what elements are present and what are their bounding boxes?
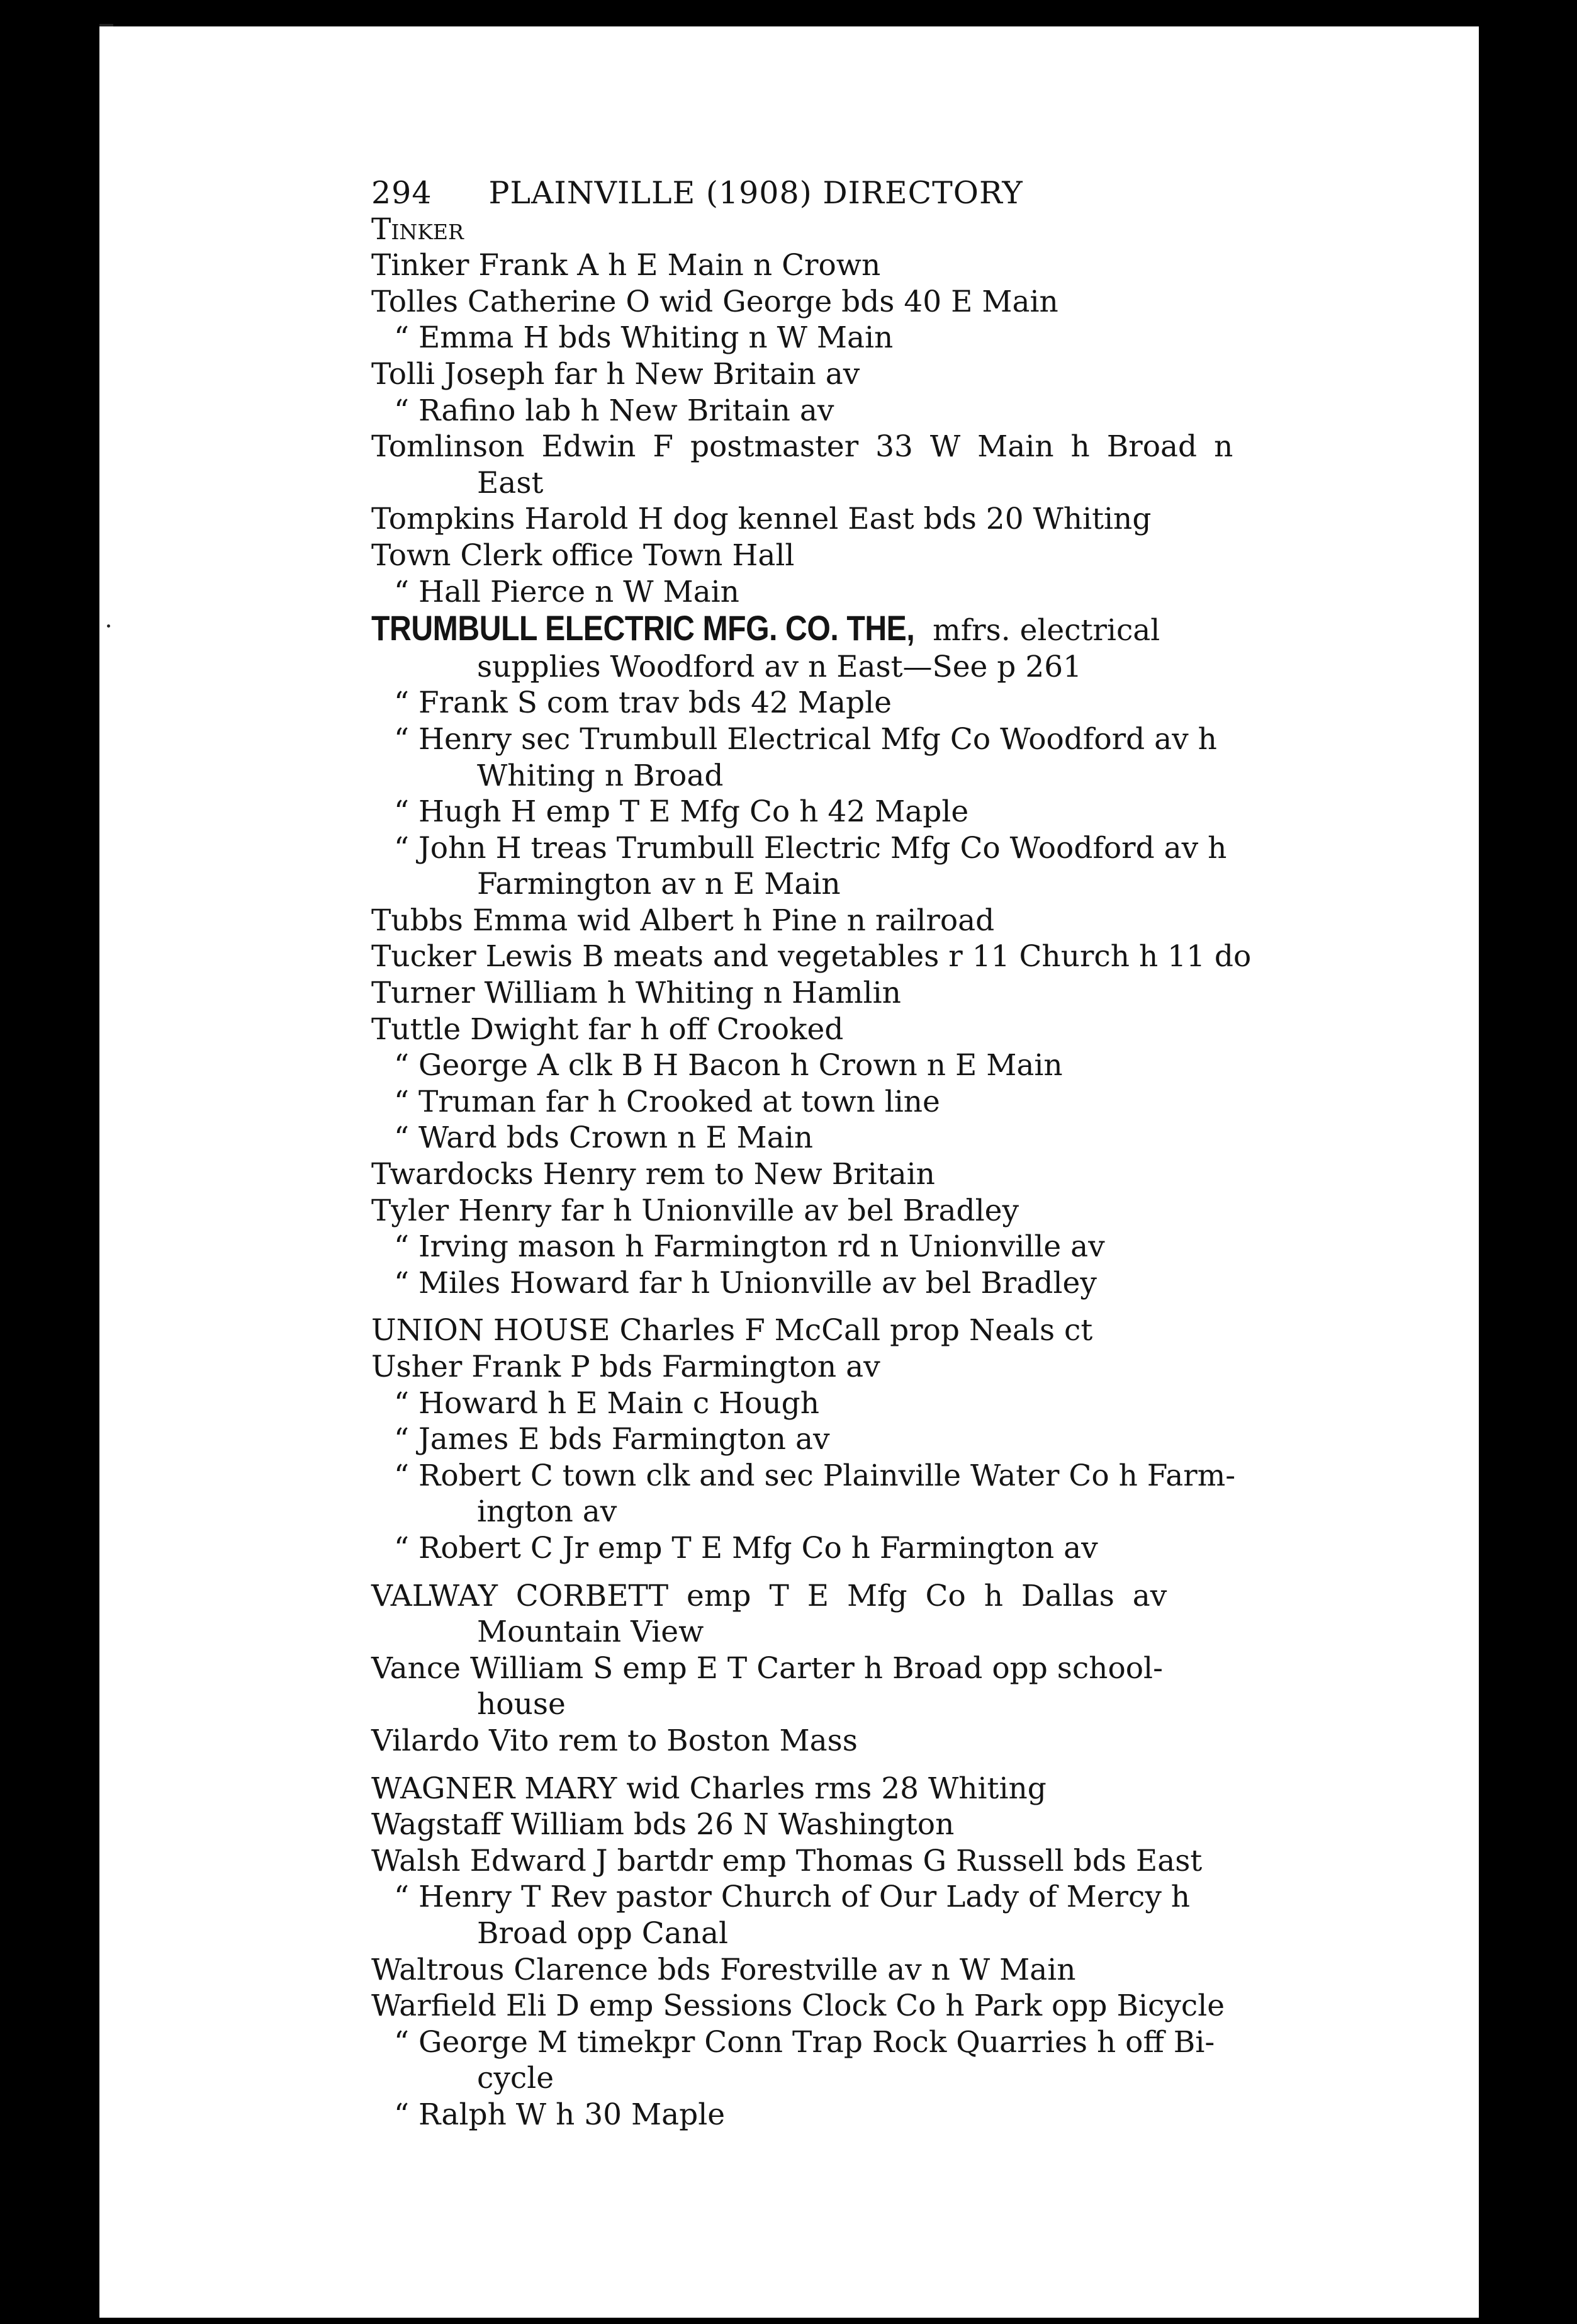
- directory-entry-continued: Broad opp Canal: [477, 1915, 729, 1951]
- advertiser-name: TRUMBULL ELECTRIC MFG. CO. THE,: [371, 608, 915, 648]
- directory-entry: “ Hugh H emp T E Mfg Co h 42 Maple: [394, 794, 969, 830]
- stray-dot: [107, 624, 110, 628]
- directory-entry: Usher Frank P bds Farmington av: [371, 1350, 880, 1384]
- directory-entry: “ Miles Howard far h Unionville av bel Bradley: [394, 1265, 1097, 1300]
- directory-entry: Vance William S emp E T Carter h Broad opp school-: [371, 1650, 1163, 1686]
- directory-entry: “ James E bds Farmington av: [394, 1422, 830, 1457]
- page-header: [371, 175, 1366, 212]
- directory-entry: Tomlinson Edwin F postmaster 33 W Main h Broad n: [371, 429, 1233, 465]
- directory-entry: UNION HOUSE Charles F McCall prop Neals ct: [371, 1313, 1093, 1348]
- directory-entry: Warfield Eli D emp Sessions Clock Co h Park opp Bicycle: [371, 1988, 1225, 2024]
- directory-entry-continued: ington av: [477, 1494, 617, 1530]
- directory-entry: WAGNER MARY wid Charles rms 28 Whiting: [371, 1771, 1047, 1806]
- directory-entry: Tubbs Emma wid Albert h Pine n railroad: [371, 903, 995, 938]
- directory-entry: “ George A clk B H Bacon h Crown n E Main: [394, 1048, 1063, 1083]
- directory-entry: “ George M timekpr Conn Trap Rock Quarries h off Bi-: [394, 2024, 1215, 2060]
- directory-entry: Tuttle Dwight far h off Crooked: [371, 1012, 844, 1047]
- directory-entry: “ John H treas Trumbull Electric Mfg Co Woodford av h: [394, 830, 1227, 866]
- directory-entry: Tolles Catherine O wid George bds 40 E Main: [371, 284, 1058, 319]
- directory-entry: Tinker Frank A h E Main n Crown: [371, 248, 881, 283]
- directory-entry: Vilardo Vito rem to Boston Mass: [371, 1723, 858, 1758]
- directory-entry-continued: Farmington av n E Main: [477, 867, 841, 902]
- directory-entry-continued: supplies Woodford av n East—See p 261: [477, 649, 1082, 684]
- directory-entry: Tolli Joseph far h New Britain av: [371, 356, 860, 392]
- directory-entry: “ Truman far h Crooked at town line: [394, 1084, 940, 1119]
- directory-entry: “ Robert C town clk and sec Plainville Water Co h Farm-: [394, 1458, 1236, 1493]
- directory-entry: Tyler Henry far h Unionville av bel Bradley: [371, 1193, 1019, 1228]
- directory-entry-continued: house: [477, 1687, 566, 1722]
- directory-entry: Twardocks Henry rem to New Britain: [371, 1157, 935, 1192]
- directory-entry: “ Henry T Rev pastor Church of Our Lady of Mercy h: [394, 1880, 1191, 1915]
- directory-entry: “ Robert C Jr emp T E Mfg Co h Farmington av: [394, 1530, 1098, 1565]
- directory-entry-continued: cycle: [477, 2061, 554, 2096]
- running-head: Tinker: [371, 212, 464, 247]
- directory-entry: “ Howard h E Main c Hough: [394, 1385, 820, 1421]
- directory-entry: “ Henry sec Trumbull Electrical Mfg Co Woodford av h: [394, 721, 1217, 757]
- page-title: PLAINVILLE (1908) DIRECTORY: [488, 175, 1023, 211]
- directory-entry: Waltrous Clarence bds Forestville av n W Main: [371, 1952, 1076, 1987]
- directory-entry: Turner William h Whiting n Hamlin: [371, 976, 901, 1011]
- directory-entry: Tompkins Harold H dog kennel East bds 20 Whiting: [371, 502, 1152, 537]
- directory-entry-continued: Mountain View: [477, 1615, 704, 1650]
- directory-entry-continued: East: [477, 465, 544, 500]
- directory-entry: Walsh Edward J bartdr emp Thomas G Russell bds East: [371, 1843, 1203, 1878]
- directory-entry: VALWAY CORBETT emp T E Mfg Co h Dallas av: [371, 1578, 1167, 1613]
- page-content: [371, 175, 1366, 2133]
- directory-entry: “ Frank S com trav bds 42 Maple: [394, 685, 892, 721]
- directory-entry: “ Irving mason h Farmington rd n Unionville av: [394, 1229, 1105, 1265]
- directory-entry: Town Clerk office Town Hall: [371, 538, 795, 573]
- directory-entry: “ Hall Pierce n W Main: [394, 574, 739, 609]
- advertiser-description: mfrs. electrical: [933, 613, 1160, 648]
- directory-entry: “ Ward bds Crown n E Main: [394, 1120, 814, 1156]
- directory-entry: Tucker Lewis B meats and vegetables r 11 Church h 11 do: [371, 939, 1252, 974]
- directory-entry: “ Ralph W h 30 Maple: [394, 2097, 726, 2132]
- directory-entry: “ Emma H bds Whiting n W Main: [394, 320, 894, 356]
- directory-entry-continued: Whiting n Broad: [477, 758, 724, 793]
- directory-entry: “ Rafino lab h New Britain av: [394, 393, 834, 428]
- page-number: 294: [371, 175, 432, 211]
- directory-entry-advertiser: [371, 610, 1366, 649]
- directory-entry: Wagstaff William bds 26 N Washington: [371, 1807, 955, 1842]
- directory-page: [99, 26, 1479, 2318]
